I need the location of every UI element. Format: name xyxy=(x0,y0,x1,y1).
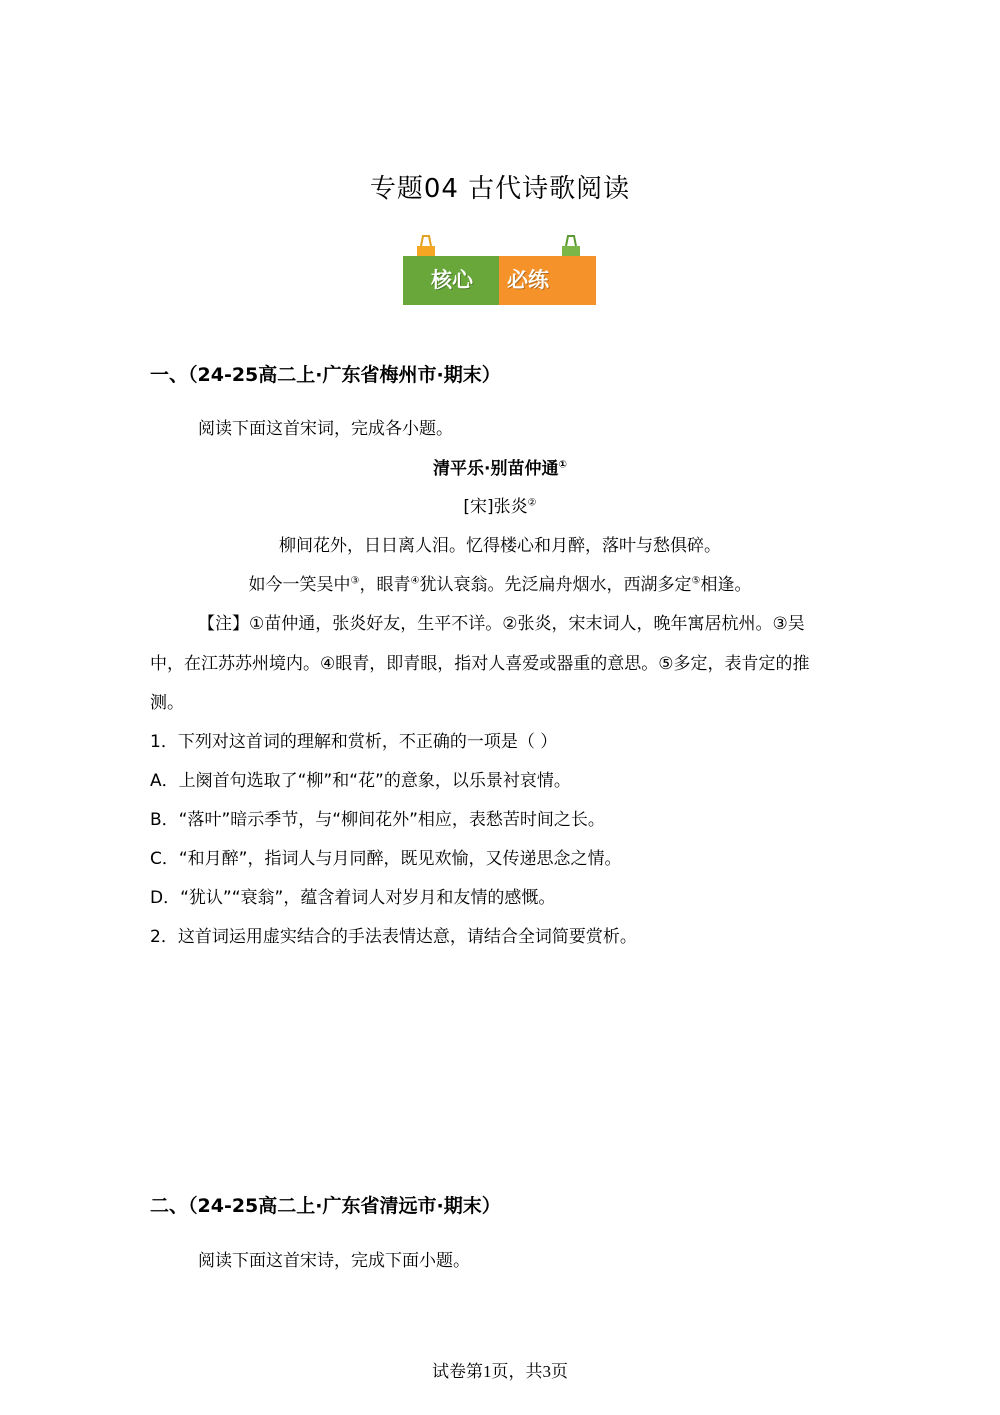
option-c: C．“和月醉”，指词人与月同醉，既见欢愉，又传递思念之情。 xyxy=(150,849,622,869)
badge-label-core: 核心 xyxy=(431,268,473,292)
poem-title: 清平乐·别苗仲通① xyxy=(433,459,567,479)
poem-line-1: 柳间花外，日日离人泪。忆得楼心和月醉，落叶与愁俱碎。 xyxy=(279,536,721,556)
notes-line-2: 中，在江苏苏州境内。④眼青，即青眼，指对人喜爱或器重的意思。⑤多定，表肯定的推 xyxy=(150,654,810,674)
option-d: D．“犹认”“衰翁”，蕴含着词人对岁月和友情的感慨。 xyxy=(150,888,556,908)
notes-line-3: 测。 xyxy=(150,693,184,713)
section2-intro: 阅读下面这首宋诗，完成下面小题。 xyxy=(198,1251,470,1271)
section2-heading: 二、（24-25高二上·广东省清远市·期末） xyxy=(150,1195,501,1217)
notes-line-1: 【注】①苗仲通，张炎好友，生平不详。②张炎，宋末词人，晚年寓居杭州。③吴 xyxy=(198,614,805,634)
poem-line-2: 如今一笑吴中③，眼青④犹认衰翁。先泛扁舟烟水，西湖多定⑤相逢。 xyxy=(248,575,752,595)
badge-label-practice: 必练 xyxy=(507,268,549,292)
question-2: 2．这首词运用虚实结合的手法表情达意，请结合全词简要赏析。 xyxy=(150,927,637,947)
option-b: B．“落叶”暗示季节，与“柳间花外”相应，表愁苦时间之长。 xyxy=(150,810,605,830)
section1-intro: 阅读下面这首宋词，完成各小题。 xyxy=(198,419,453,439)
section1-heading: 一、（24-25高二上·广东省梅州市·期末） xyxy=(150,364,501,386)
page-footer: 试卷第1页，共3页 xyxy=(432,1362,568,1381)
option-a: A．上阕首句选取了“柳”和“花”的意象，以乐景衬哀情。 xyxy=(150,771,571,791)
core-practice-badge xyxy=(403,234,596,306)
page-title: 专题04 古代诗歌阅读 xyxy=(369,174,631,204)
poem-author: [宋]张炎② xyxy=(463,497,537,517)
question-1: 1．下列对这首词的理解和赏析，不正确的一项是（ ） xyxy=(150,732,558,752)
